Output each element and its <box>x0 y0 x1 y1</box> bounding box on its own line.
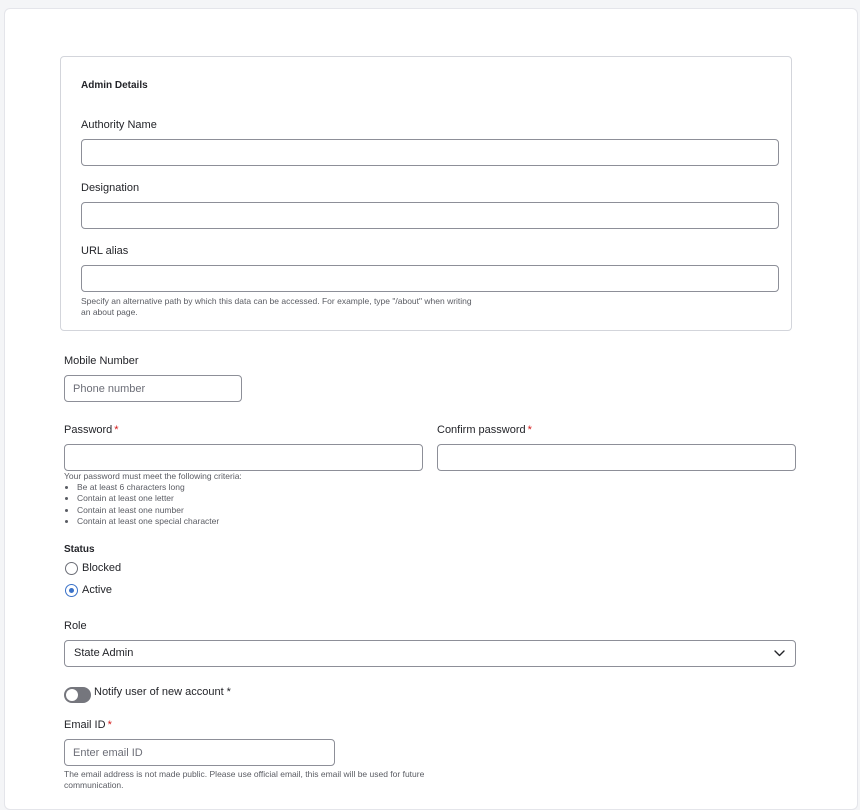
password-criteria-title: Your password must meet the following criteria: <box>64 471 242 481</box>
password-criterion: • Contain at least one number <box>77 505 424 516</box>
mobile-number-label: Mobile Number <box>64 355 139 367</box>
role-selected-value: State Admin <box>74 647 134 659</box>
email-help-line2: communication. <box>64 780 124 790</box>
email-help <box>64 769 464 791</box>
password-criterion: • Contain at least one letter <box>77 493 424 504</box>
url-alias-help-line1: Specify an alternative path by which this data can be accessed. For example, type "/about" when writing <box>81 296 472 306</box>
confirm-password-required-mark: * <box>527 424 532 436</box>
designation-input[interactable] <box>81 202 779 229</box>
password-criterion: • Be at least 6 characters long <box>77 482 424 493</box>
notify-label: Notify user of new account * <box>94 686 231 698</box>
url-alias-help-line2: an about page. <box>81 307 138 317</box>
status-active-label[interactable]: Active <box>82 584 112 596</box>
admin-details-legend: Admin Details <box>81 80 148 91</box>
url-alias-label: URL alias <box>81 245 129 257</box>
password-required-mark: * <box>114 424 119 436</box>
authority-name-label: Authority Name <box>81 119 157 131</box>
email-help-line1: The email address is not made public. Please use official email, this email will be used for future <box>64 769 425 779</box>
status-blocked-label[interactable]: Blocked <box>82 562 122 574</box>
notify-toggle[interactable] <box>64 687 91 703</box>
email-label-text: Email ID <box>64 719 106 731</box>
role-select[interactable] <box>64 640 796 667</box>
status-blocked-radio[interactable] <box>65 562 78 575</box>
designation-label: Designation <box>81 182 140 194</box>
confirm-password-label <box>437 424 532 436</box>
password-label <box>64 424 119 436</box>
password-criteria-list <box>64 482 424 527</box>
url-alias-input[interactable] <box>81 265 779 292</box>
authority-name-input[interactable] <box>81 139 779 166</box>
toggle-knob <box>66 689 78 701</box>
role-label: Role <box>64 620 87 632</box>
status-active-radio[interactable] <box>65 584 78 597</box>
confirm-password-input[interactable] <box>437 444 796 471</box>
email-label <box>64 719 112 731</box>
url-alias-help <box>81 296 521 318</box>
password-label-text: Password <box>64 424 113 436</box>
mobile-number-input[interactable] <box>64 375 242 402</box>
password-criteria <box>64 471 424 527</box>
password-criterion: • Contain at least one special character <box>77 516 424 527</box>
confirm-password-label-text: Confirm password <box>437 424 526 436</box>
chevron-down-icon <box>774 649 785 658</box>
email-required-mark: * <box>107 719 112 731</box>
status-label: Status <box>64 544 95 555</box>
password-input[interactable] <box>64 444 423 471</box>
email-input[interactable] <box>64 739 335 766</box>
